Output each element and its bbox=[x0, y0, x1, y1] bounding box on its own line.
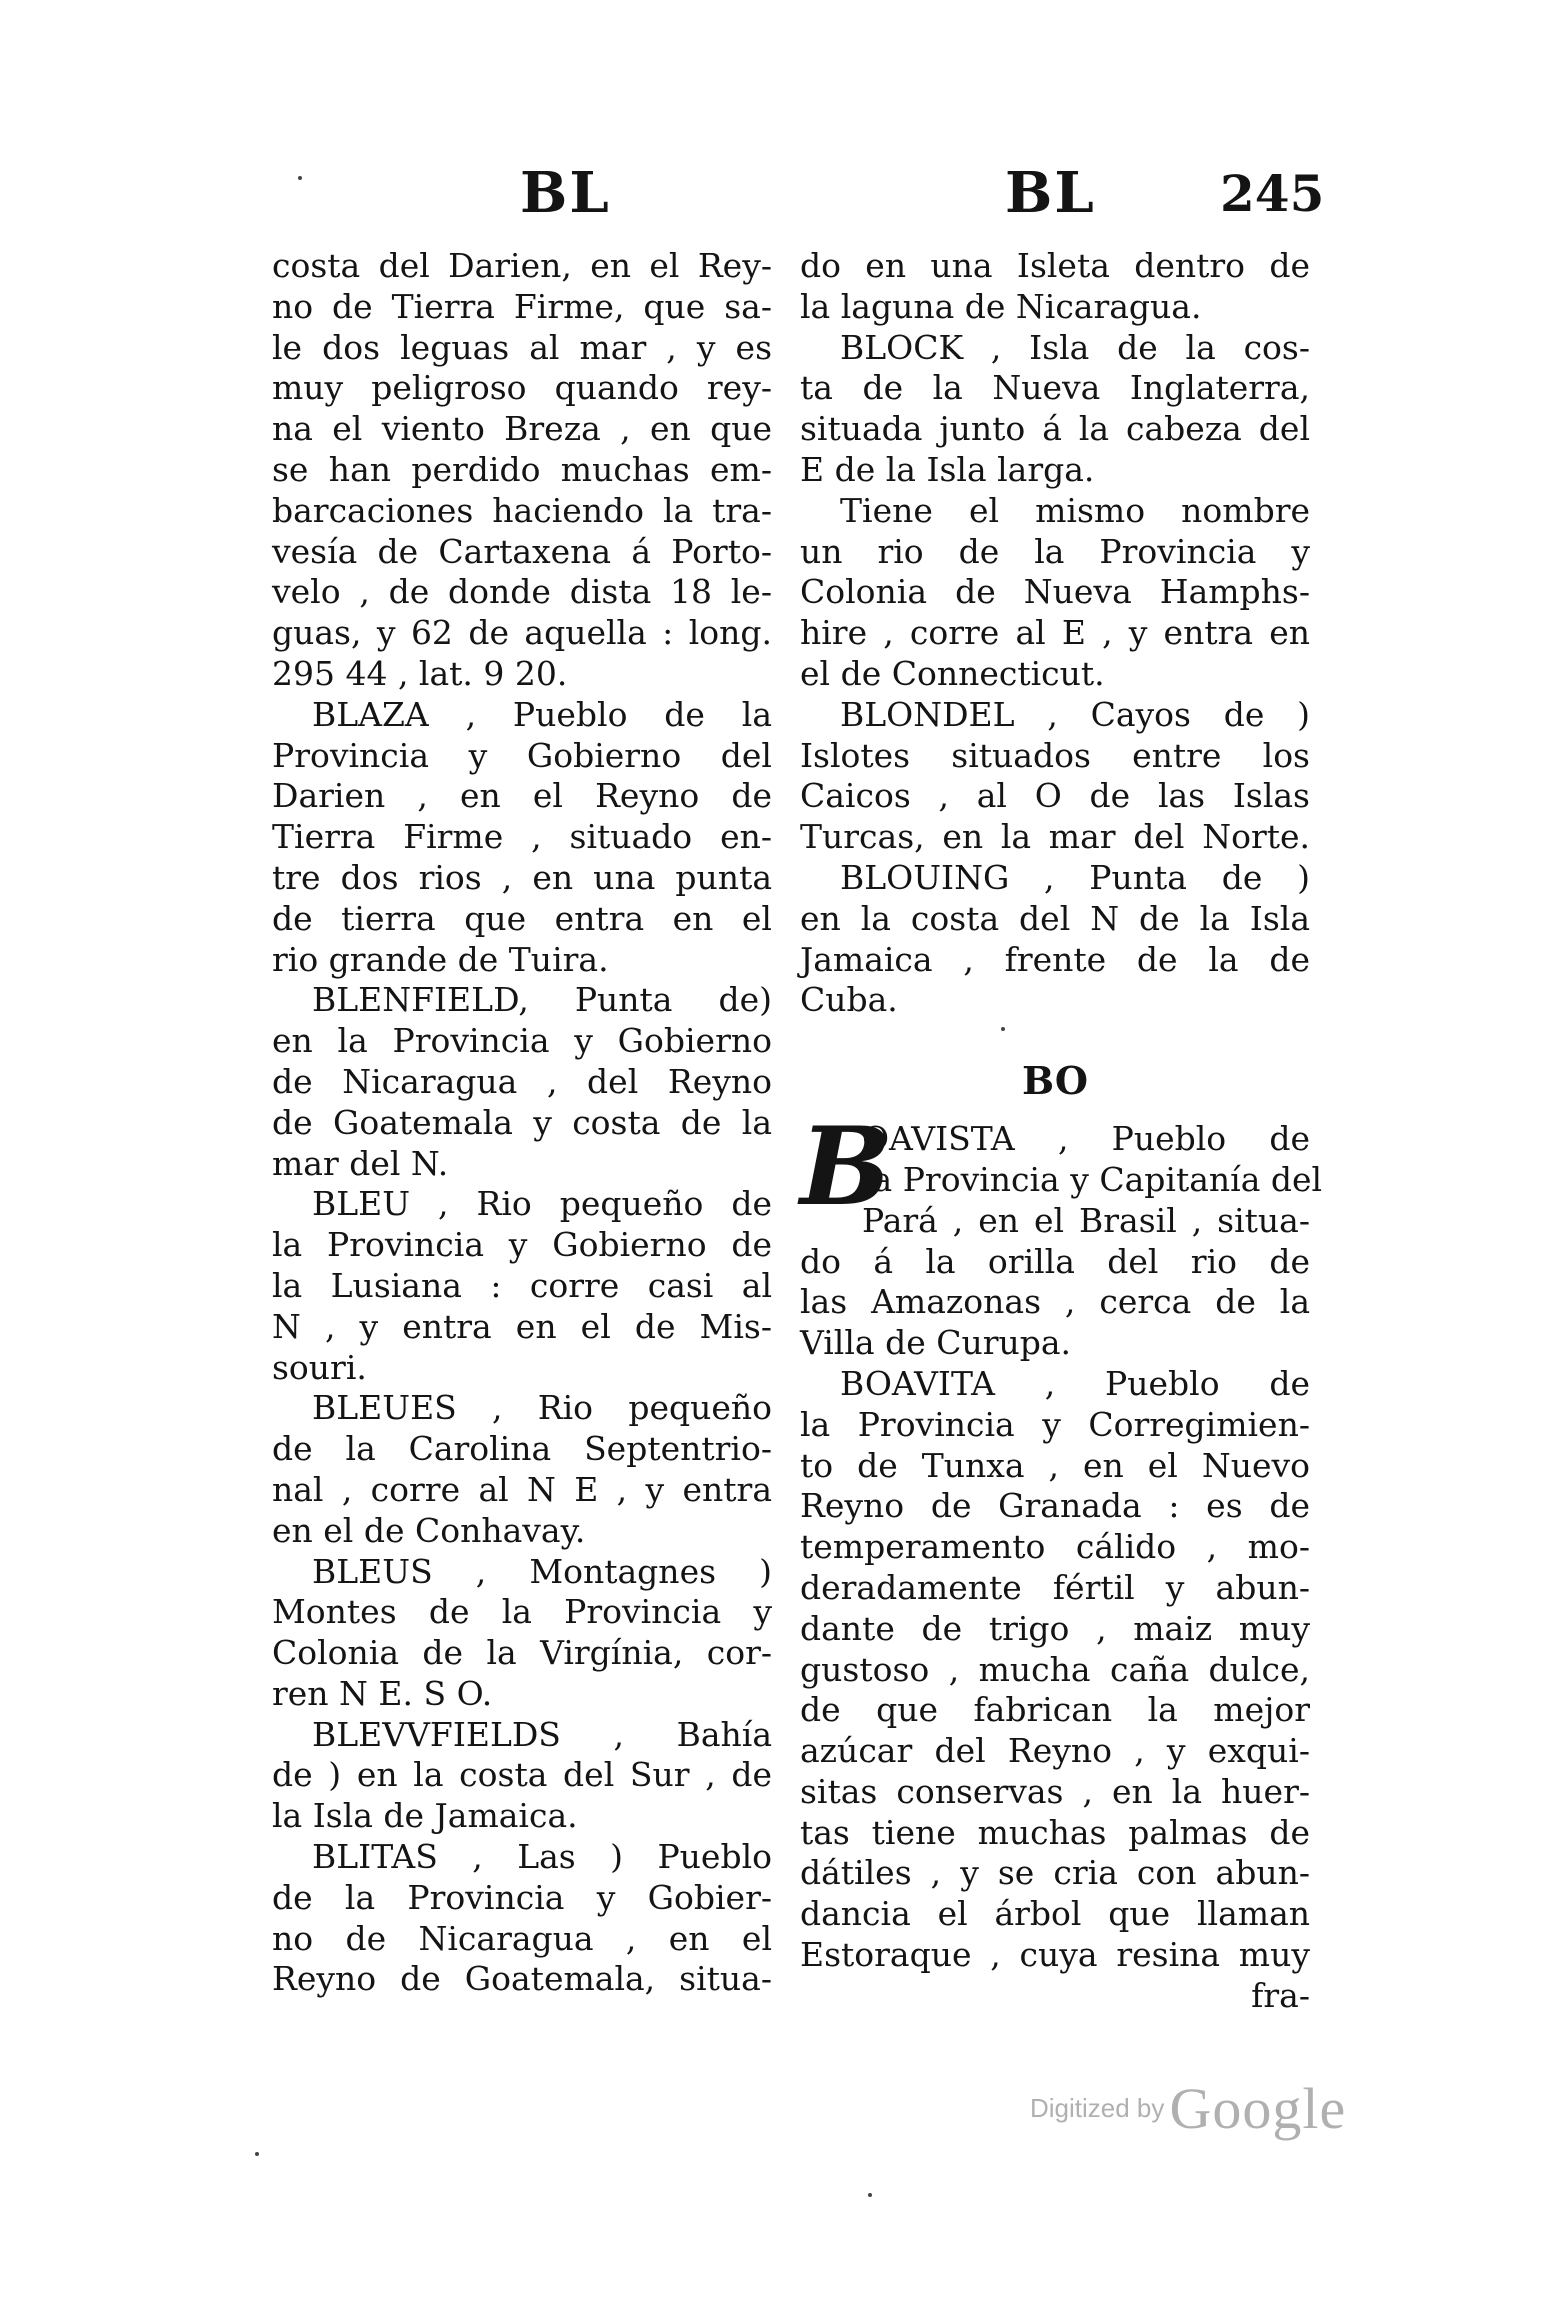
text-line: Provincia y Gobierno del bbox=[272, 735, 772, 775]
running-head-right: BL bbox=[1005, 160, 1096, 226]
text-line: Caicos , al O de las Islas bbox=[800, 776, 1310, 816]
text-line: no de Nicaragua , en el bbox=[272, 1918, 772, 1958]
right-column bbox=[800, 246, 1323, 2017]
text-line: deradamente fértil y abun- bbox=[800, 1567, 1310, 1607]
text-line: OAVISTA , Pueblo de bbox=[862, 1119, 1310, 1159]
page-number: 245 bbox=[1220, 164, 1325, 223]
text-line: guas, y 62 de aquella : long. bbox=[272, 613, 772, 653]
digitized-watermark bbox=[1030, 2075, 1346, 2142]
text-line: vesía de Cartaxena á Porto- bbox=[272, 531, 772, 571]
text-line: barcaciones haciendo la tra- bbox=[272, 490, 772, 530]
section-heading: BO bbox=[1022, 1058, 1088, 1104]
text-line: no de Tierra Firme, que sa- bbox=[272, 286, 772, 326]
entry-headword-line: BLENFIELD, Punta de) bbox=[312, 980, 772, 1020]
text-line: dante de trigo , maiz muy bbox=[800, 1608, 1310, 1648]
text-line: Colonia de la Virgínia, cor- bbox=[272, 1633, 772, 1673]
text-line: N , y entra en el de Mis- bbox=[272, 1306, 772, 1346]
text-line: sitas conservas , en la huer- bbox=[800, 1771, 1310, 1811]
entry-headword-line: BLEU , Rio pequeño de bbox=[312, 1184, 772, 1224]
text-line: Darien , en el Reyno de bbox=[272, 776, 772, 816]
entry-headword-line: BLEVVFIELDS , Bahía bbox=[312, 1714, 772, 1754]
text-line: de ) en la costa del Sur , de bbox=[272, 1755, 772, 1795]
text-line: Pará , en el Brasil , situa- bbox=[862, 1200, 1310, 1240]
text-line: na el viento Breza , en que bbox=[272, 409, 772, 449]
text-line: un rio de la Provincia y bbox=[800, 531, 1310, 571]
text-line: 295 44 , lat. 9 20. bbox=[272, 653, 568, 693]
running-head-left: BL bbox=[520, 160, 611, 226]
text-line: dancia el árbol que llaman bbox=[800, 1894, 1310, 1934]
entry-headword-line: BOAVITA , Pueblo de bbox=[840, 1363, 1310, 1403]
print-speck bbox=[1001, 1027, 1005, 1031]
text-line: E de la Isla larga. bbox=[800, 449, 1095, 489]
entry-headword-line: BLEUS , Montagnes ) bbox=[312, 1551, 772, 1591]
text-line: rio grande de Tuira. bbox=[272, 939, 609, 979]
text-line: de Goatemala y costa de la bbox=[272, 1102, 772, 1142]
print-speck bbox=[868, 2193, 872, 2197]
entry-headword-line: BLEUES , Rio pequeño bbox=[312, 1388, 772, 1428]
text-line: la Provincia y Capitanía del bbox=[862, 1159, 1323, 1199]
text-line: de la Carolina Septentrio- bbox=[272, 1429, 772, 1469]
text-line: muy peligroso quando rey- bbox=[272, 368, 772, 408]
text-line: dátiles , y se cria con abun- bbox=[800, 1853, 1310, 1893]
text-line: de que fabrican la mejor bbox=[800, 1690, 1310, 1730]
text-line: tas tiene muchas palmas de bbox=[800, 1812, 1310, 1852]
text-line: souri. bbox=[272, 1347, 367, 1387]
print-speck bbox=[298, 176, 302, 180]
text-line: Estoraque , cuya resina muy bbox=[800, 1935, 1310, 1975]
text-line: se han perdido muchas em- bbox=[272, 449, 772, 489]
entry-headword-line: BLOUING , Punta de ) bbox=[840, 857, 1310, 897]
text-line: Turcas, en la mar del Norte. bbox=[800, 817, 1310, 857]
entry-headword-line: BLAZA , Pueblo de la bbox=[312, 694, 772, 734]
text-line: Tierra Firme , situado en- bbox=[272, 817, 772, 857]
entry-headword-line: BLOCK , Isla de la cos- bbox=[840, 327, 1310, 367]
text-line: Reyno de Granada : es de bbox=[800, 1486, 1310, 1526]
text-line: la Provincia y Corregimien- bbox=[800, 1404, 1310, 1444]
text-line: de la Provincia y Gobier- bbox=[272, 1877, 772, 1917]
text-line: velo , de donde dista 18 le- bbox=[272, 572, 772, 612]
text-line: el de Connecticut. bbox=[800, 653, 1105, 693]
print-speck bbox=[255, 2152, 259, 2156]
google-logo-text: Google bbox=[1169, 2076, 1347, 2141]
text-line: Cuba. bbox=[800, 980, 898, 1020]
text-line: Villa de Curupa. bbox=[800, 1323, 1072, 1363]
text-line: nal , corre al N E , y entra bbox=[272, 1469, 772, 1509]
text-line: tre dos rios , en una punta bbox=[272, 857, 772, 897]
text-line: le dos leguas al mar , y es bbox=[272, 327, 772, 367]
entry-headword-line: BLITAS , Las ) Pueblo bbox=[312, 1837, 772, 1877]
left-column bbox=[272, 246, 772, 2000]
text-line: ren N E. S O. bbox=[272, 1673, 493, 1713]
text-line: en el de Conhavay. bbox=[272, 1510, 586, 1550]
text-line: la laguna de Nicaragua. bbox=[800, 286, 1202, 326]
text-line: la Isla de Jamaica. bbox=[272, 1796, 578, 1836]
text-line: to de Tunxa , en el Nuevo bbox=[800, 1445, 1310, 1485]
text-line: en la costa del N de la Isla bbox=[800, 898, 1310, 938]
text-line: Montes de la Provincia y bbox=[272, 1592, 772, 1632]
text-line: las Amazonas , cerca de la bbox=[800, 1282, 1310, 1322]
text-line: Jamaica , frente de la de bbox=[800, 939, 1310, 979]
text-line: costa del Darien, en el Rey- bbox=[272, 246, 772, 285]
text-line: Colonia de Nueva Hamphs- bbox=[800, 572, 1310, 612]
text-line: hire , corre al E , y entra en bbox=[800, 613, 1310, 653]
text-line: situada junto á la cabeza del bbox=[800, 409, 1310, 449]
text-line: azúcar del Reyno , y exqui- bbox=[800, 1731, 1310, 1771]
text-line: Islotes situados entre los bbox=[800, 735, 1310, 775]
text-line: do en una Isleta dentro de bbox=[800, 246, 1310, 285]
text-line: la Lusiana : corre casi al bbox=[272, 1265, 772, 1305]
watermark-small-text: Digitized by bbox=[1030, 2093, 1165, 2123]
text-line: Tiene el mismo nombre bbox=[840, 490, 1310, 530]
entry-headword-line: BLONDEL , Cayos de ) bbox=[840, 694, 1310, 734]
text-line: Reyno de Goatemala, situa- bbox=[272, 1959, 772, 1999]
text-line: de tierra que entra en el bbox=[272, 898, 772, 938]
text-line: do á la orilla del rio de bbox=[800, 1241, 1310, 1281]
drop-cap: B bbox=[800, 1104, 892, 1231]
text-line: temperamento cálido , mo- bbox=[800, 1527, 1310, 1567]
text-line: ta de la Nueva Inglaterra, bbox=[800, 368, 1310, 408]
text-line: en la Provincia y Gobierno bbox=[272, 1021, 772, 1061]
text-line: la Provincia y Gobierno de bbox=[272, 1225, 772, 1265]
text-line: mar del N. bbox=[272, 1143, 449, 1183]
text-line: gustoso , mucha caña dulce, bbox=[800, 1649, 1310, 1689]
text-line: de Nicaragua , del Reyno bbox=[272, 1061, 772, 1101]
catchword: fra- bbox=[1251, 1975, 1310, 2015]
entry-boavista bbox=[800, 1104, 1323, 1364]
